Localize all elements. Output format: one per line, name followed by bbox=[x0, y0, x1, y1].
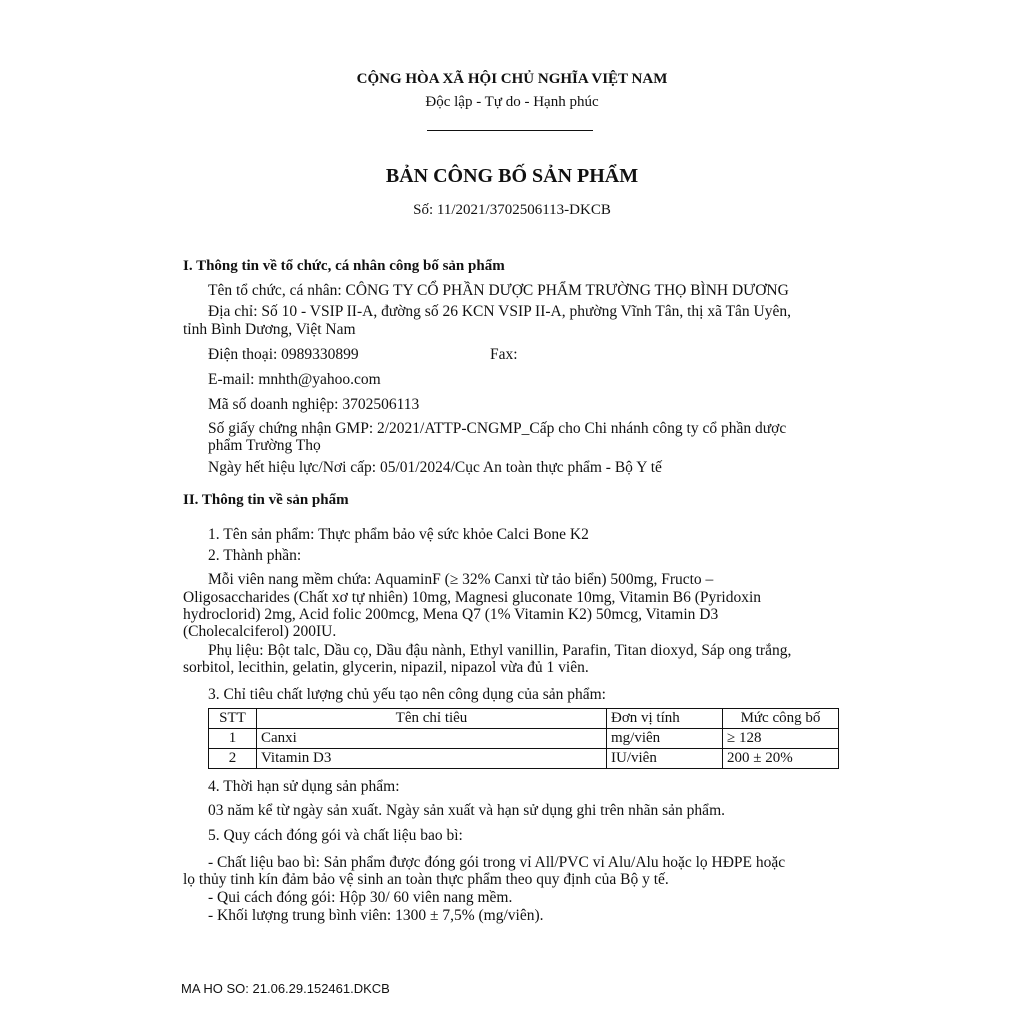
section-1-heading: I. Thông tin về tổ chức, cá nhân công bố sản phẩm bbox=[183, 258, 505, 274]
tax-code: Mã số doanh nghiệp: 3702506113 bbox=[208, 396, 420, 413]
table-cell: IU/viên bbox=[607, 749, 723, 769]
email: E-mail: mnhth@yahoo.com bbox=[208, 371, 381, 388]
shelf-life: 03 năm kể từ ngày sản xuất. Ngày sản xuất và hạn sử dụng ghi trên nhãn sản phẩm. bbox=[208, 802, 725, 819]
ingredients-line-1: Mỗi viên nang mềm chứa: AquaminF (≥ 32% Canxi từ tảo biển) 500mg, Fructo – bbox=[208, 571, 714, 588]
org-name: Tên tổ chức, cá nhân: CÔNG TY CỔ PHẦN DƯỢC PHẨM TRƯỜNG THỌ BÌNH DƯƠNG bbox=[208, 282, 789, 299]
table-cell: 1 bbox=[209, 729, 257, 749]
packaging-line-1: - Chất liệu bao bì: Sản phẩm được đóng gói trong vỉ All/PVC vỉ Alu/Alu hoặc lọ HĐPE hoặc bbox=[208, 854, 786, 871]
ingredients-line-4: (Cholecalciferol) 200IU. bbox=[183, 623, 337, 640]
document-title: BẢN CÔNG BỐ SẢN PHẨM bbox=[385, 165, 639, 187]
table-cell: Vitamin D3 bbox=[257, 749, 607, 769]
record-code-footer: MA HO SO: 21.06.29.152461.DKCB bbox=[181, 981, 390, 996]
product-name: 1. Tên sản phẩm: Thực phẩm bảo vệ sức khỏe Calci Bone K2 bbox=[208, 526, 589, 543]
national-title: CỘNG HÒA XÃ HỘI CHỦ NGHĨA VIỆT NAM bbox=[356, 71, 668, 87]
table-cell: 2 bbox=[209, 749, 257, 769]
excipients-line-2: sorbitol, lecithin, gelatin, glycerin, nipazil, nipazol vừa đủ 1 viên. bbox=[183, 659, 589, 676]
section-2-heading: II. Thông tin về sản phẩm bbox=[183, 492, 349, 508]
table-row bbox=[209, 729, 839, 749]
gmp-line-2: phẩm Trường Thọ bbox=[208, 437, 321, 454]
table-header-row bbox=[209, 709, 839, 729]
excipients-line-1: Phụ liệu: Bột talc, Dầu cọ, Dầu đậu nành, Ethyl vanillin, Parafin, Titan dioxyd, Sáp ong trắng, bbox=[208, 642, 792, 659]
document-number: Số: 11/2021/3702506113-DKCB bbox=[413, 202, 611, 218]
table-row bbox=[209, 749, 839, 769]
quality-label: 3. Chỉ tiêu chất lượng chủ yếu tạo nên công dụng của sản phẩm: bbox=[208, 686, 606, 703]
shelf-life-label: 4. Thời hạn sử dụng sản phẩm: bbox=[208, 778, 400, 795]
table-cell: ≥ 128 bbox=[723, 729, 839, 749]
quality-table bbox=[208, 708, 839, 769]
table-header-cell: Mức công bố bbox=[723, 709, 839, 729]
table-header-cell: Đơn vị tính bbox=[607, 709, 723, 729]
address-line-1: Địa chỉ: Số 10 - VSIP II-A, đường số 26 KCN VSIP II-A, phường Vĩnh Tân, thị xã Tân Uyên, bbox=[208, 303, 791, 320]
phone: Điện thoại: 0989330899 bbox=[208, 346, 359, 363]
header-underline bbox=[427, 130, 593, 131]
table-cell: mg/viên bbox=[607, 729, 723, 749]
table-header-cell: STT bbox=[209, 709, 257, 729]
table-cell: 200 ± 20% bbox=[723, 749, 839, 769]
packaging-line-4: - Khối lượng trung bình viên: 1300 ± 7,5% (mg/viên). bbox=[208, 907, 544, 924]
packaging-line-2: lọ thủy tinh kín đảm bảo vệ sinh an toàn thực phẩm theo quy định của Bộ y tế. bbox=[183, 871, 669, 888]
gmp-line-1: Số giấy chứng nhận GMP: 2/2021/ATTP-CNGMP_Cấp cho Chi nhánh công ty cổ phần dược bbox=[208, 420, 787, 437]
ingredients-line-2: Oligosaccharides (Chất xơ tự nhiên) 10mg, Magnesi gluconate 10mg, Vitamin B6 (Pyridoxin bbox=[183, 589, 762, 606]
gmp-validity: Ngày hết hiệu lực/Nơi cấp: 05/01/2024/Cục An toàn thực phẩm - Bộ Y tế bbox=[208, 459, 662, 476]
fax: Fax: bbox=[490, 346, 518, 363]
packaging-line-3: - Qui cách đóng gói: Hộp 30/ 60 viên nang mềm. bbox=[208, 889, 513, 906]
packaging-label: 5. Quy cách đóng gói và chất liệu bao bì: bbox=[208, 827, 463, 844]
table-header-cell: Tên chỉ tiêu bbox=[257, 709, 607, 729]
table-cell: Canxi bbox=[257, 729, 607, 749]
ingredients-line-3: hydroclorid) 2mg, Acid folic 200mcg, Mena Q7 (1% Vitamin K2) 50mcg, Vitamin D3 bbox=[183, 606, 719, 623]
address-line-2: tỉnh Bình Dương, Việt Nam bbox=[183, 321, 356, 338]
national-motto: Độc lập - Tự do - Hạnh phúc bbox=[425, 94, 599, 110]
ingredients-label: 2. Thành phần: bbox=[208, 547, 302, 564]
